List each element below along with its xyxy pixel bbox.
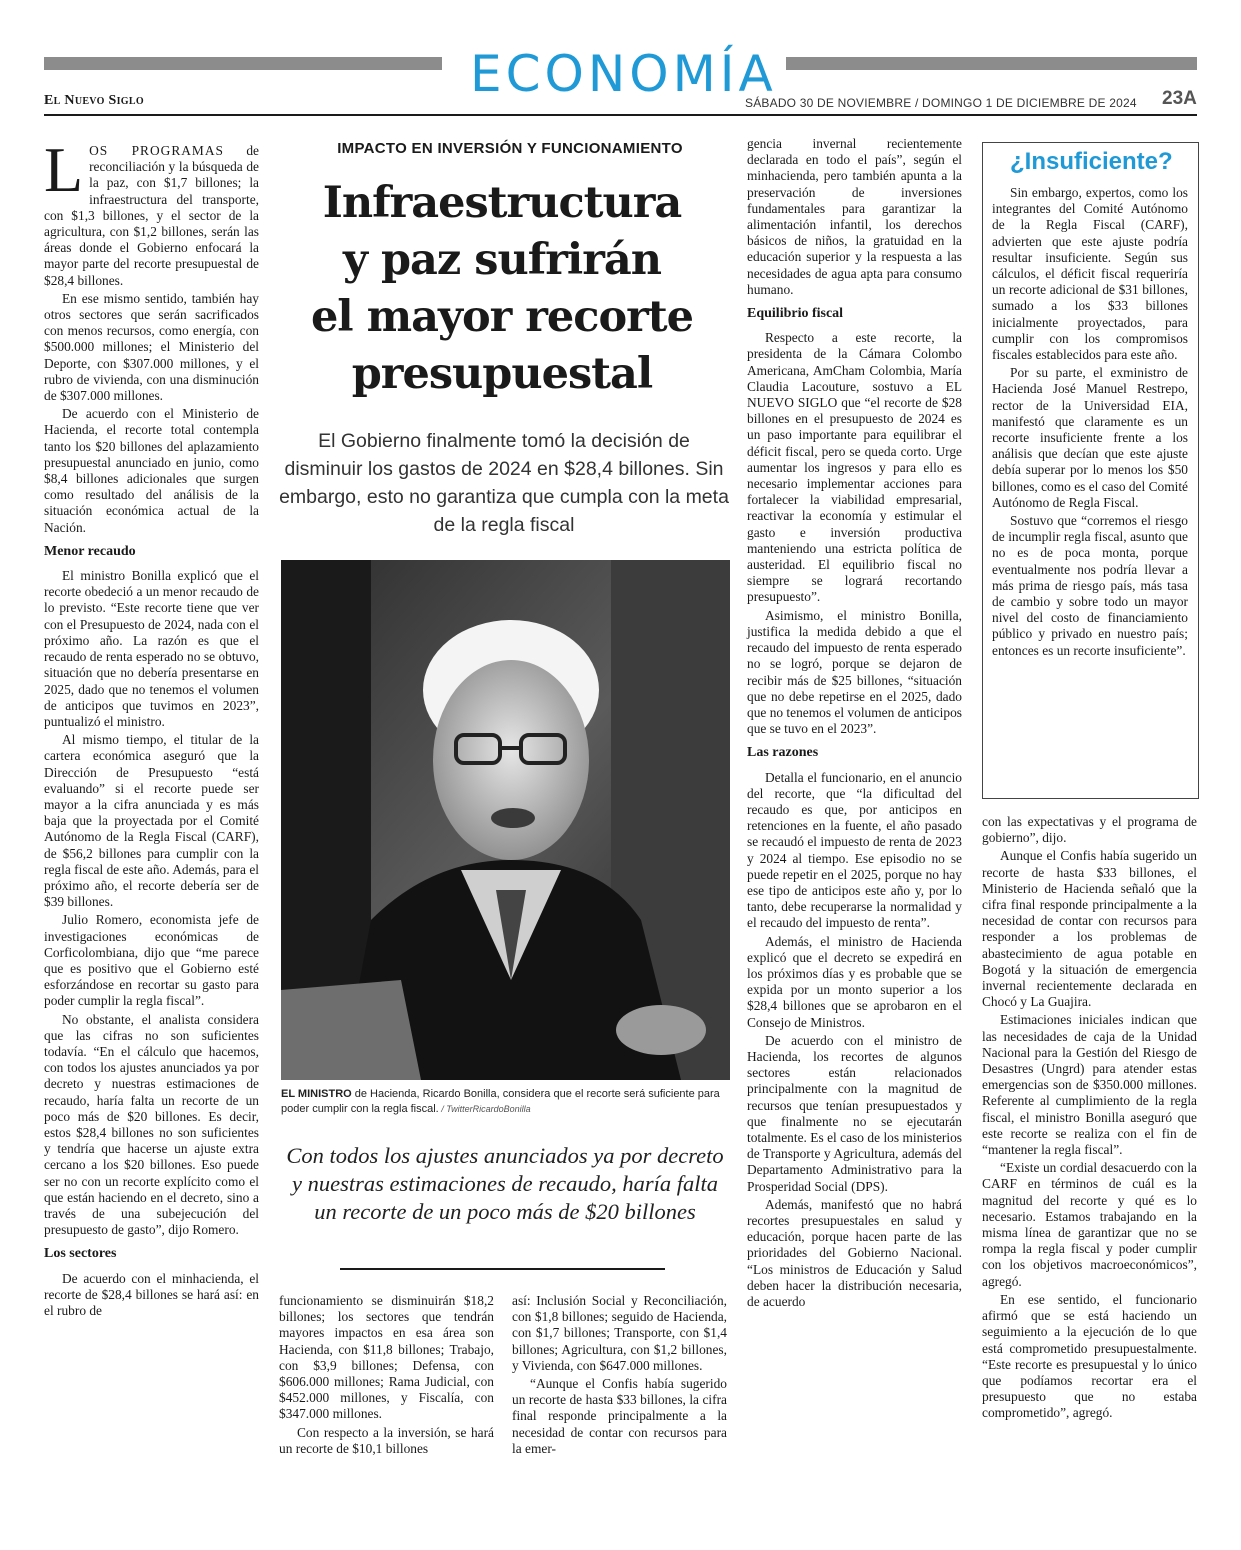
paragraph: Julio Romero, economista jefe de investigaciones económicas de Corficolombiana, dijo que “me parece que es positivo que el Gobierno esté esforzándose en recortar su gasto para poder cumplir la regla fiscal”. [44, 912, 259, 1009]
subheading-menor-recaudo: Menor recaudo [44, 543, 136, 559]
paragraph: No obstante, el analista considera que las cifras no son suficientes todavía. “En el cálculo que hacemos, con todos los ajustes anunciados ya por decreto y nuestras estimaciones de recaudo, haría falta un recorte de un poco más de $20 billones. Es decir, estos $28,4 billones no son suficientes y tendría que hacerse un ajuste extra cercano a los $20 billones. Eso puede ser no con un recorte explícito como el que están haciendo en el decreto, sino a través de una subejecución del presupuesto de gasto”, dijo Romero. [44, 1011, 259, 1238]
column-2-bottom [279, 1293, 494, 1459]
section-title: ECONOMÍA [470, 45, 777, 103]
pull-quote: Con todos los ajustes anunciados ya por decreto y nuestras estimaciones de recaudo, haría falta un recorte de un poco más de $20 billones [286, 1143, 724, 1224]
paragraph: Por su parte, el exministro de Hacienda José Manuel Restrepo, rector de la Universidad EIA, manifestó que claramente es un recorte insuficiente frente a los análisis que decían que este ajuste debía superar por lo menos los $50 billones, como es el caso del Comité Autónomo de Regla Fiscal. [992, 365, 1188, 510]
sidebar-text [992, 185, 1188, 661]
header-bar-right [786, 57, 1197, 70]
column-3-bottom [512, 1293, 727, 1459]
headline-line: presupuestal [351, 349, 653, 399]
photo-illustration [281, 560, 730, 1080]
headline [282, 175, 722, 403]
subheading-las-razones: Las razones [747, 745, 819, 761]
edition-date: SÁBADO 30 DE NOVIEMBRE / DOMINGO 1 DE DICIEMBRE DE 2024 [745, 96, 1137, 110]
paragraph: Estimaciones iniciales indican que las necesidades de caja de la Unidad Nacional para la Gestión del Riesgo de Desastres (Ungrd) para atender estas emergencias son de $350.000 millones. Referente al cumplimiento de la regla fiscal, el ministro Bonilla aseguró que este recorte se realiza con el fin de “mantener la regla fiscal”. [982, 1012, 1197, 1158]
headline-line: y paz sufrirán [342, 235, 661, 285]
column-1 [44, 134, 259, 1321]
paragraph: Además, el ministro de Hacienda explicó que el decreto se expedirá en los próximos días y es probable que se expida por un monto superior a los $28,4 billones que se aprobaron en el Consejo de Ministros. [747, 933, 962, 1030]
lead-paragraph [44, 134, 259, 289]
paragraph: Sostuvo que “corremos el riesgo de incumplir regla fiscal, asunto que no es de poca monta, porque eventualmente nos podría llevar a más prima de riesgo país, más tasa de cambio y sobre todo un mayor nivel del costo de financiamiento público y privado en nuestro país; entonces es un recorte insuficiente”. [992, 513, 1188, 658]
caption-text: de Hacienda, Ricardo Bonilla, considera que el recorte será suficiente para poder cumplir con la regla fiscal. [281, 1088, 720, 1115]
paragraph: gencia invernal recientemente declarada en todo el país”, según el minhacienda, pero también apunta a la preservación de inversiones fundamentales para garantizar la alimentación infantil, los derechos básicos de niños, la gratuidad en la educación superior y la respuesta a las necesidades de agua apta para consumo humano. [747, 136, 962, 297]
paragraph: funcionamiento se disminuirán $18,2 billones; los sectores que tendrán mayores impactos en esa área son Hacienda, con $11,8 billones; Trabajo, con $3,9 billones; Defensa, con $606.000 millones; Rama Judicial, con $452.000 millones, y Fiscalía, con $347.000 millones. [279, 1293, 494, 1422]
paragraph: así: Inclusión Social y Reconciliación, con $1,8 billones; seguido de Hacienda, con $1,7 billones; Transporte, con $1,4 billones; Agricultura, con $1,2 billones, y Vivienda, con $647.000 millones. [512, 1293, 727, 1373]
paragraph: En ese mismo sentido, también hay otros sectores que serán sacrificados con menos recursos, como energía, con $500.000 millones; el Ministerio del Deporte, con $307.000 millones, y el rubro de vivienda, con una disminución de $307.000 millones. [44, 290, 259, 404]
subheading-equilibrio-fiscal: Equilibrio fiscal [747, 306, 844, 322]
paragraph: “Existe un cordial desacuerdo con la CARF en términos de cuál es la magnitud del recorte y qué es lo necesario. Estamos trabajando en la misma línea de garantizar que no se rompa la regla fiscal y poder cumplir con los objetivos macroeconómicos”, agregó. [982, 1160, 1197, 1289]
paragraph: Detalla el funcionario, en el anuncio del recorte, que “la dificultad del recaudo es que, por anticipos en retenciones en la fuente, el año pasado se recaudó el impuesto de renta de 2023 y 2024 al tiempo. Ese episodio no se puede repetir en el 2025, porque no hay ese tipo de anticipos este año y, por lo tanto, debe recuperarse la normalidad y el recaudo del impuesto de renta”. [747, 769, 962, 931]
sidebar-title: ¿Insuficiente? [1010, 148, 1173, 175]
lead-text: de reconciliación y la búsqueda de la paz, con $1,7 billones; la infraestructura del transporte, con $1,3 billones, y el sector de la agricultura, con $1,2 billones, serán las áreas donde el Gobierno enfocará la mayor parte del recorte presupuestal de $28,4 billones. [44, 143, 259, 288]
paragraph: Asimismo, el ministro Bonilla, justifica la medida debido a que el recaudo del impuesto de renta esperado no se logró, porque se dejaron de recibir más de $25 billones, “situación que no debe repetirse en el 2025, dado que no tenemos el volumen de anticipos que se tuvo en el 2023”. [747, 607, 962, 737]
header-bar-left [44, 57, 442, 70]
caption-lead: EL MINISTRO [281, 1088, 352, 1100]
paragraph: Con respecto a la inversión, se hará un recorte de $10,1 billones [279, 1424, 494, 1456]
drop-cap: L [44, 134, 84, 205]
paragraph: De acuerdo con el ministro de Hacienda, los recortes de algunos sectores están relacionados principalmente con la magnitud de recursos que tenían presupuestados y que finalmente no se ejecutarán totalmente. Es el caso de los ministerios de Transporte y Agricultura, además del Departamento Administrativo para la Prosperidad Social (DPS). [747, 1032, 962, 1194]
lead-caps: OS PROGRAMAS [89, 143, 224, 158]
kicker: IMPACTO EN INVERSIÓN Y FUNCIONAMIENTO [337, 140, 683, 157]
paragraph: El ministro Bonilla explicó que el recorte obedeció a un menor recaudo de lo previsto. “Este recorte tiene que ver con el Presupuesto de 2024, nada con el próximo año. La razón es que el recaudo de renta esperado no se obtuvo, situación que no debería presentarse en 2025, dado que no tenemos el volumen de anticipos que tuvimos en 2023”, puntualizó el ministro. [44, 568, 259, 729]
paragraph: Al mismo tiempo, el titular de la cartera económica aseguró que la Dirección de Presupuesto “está evaluando” si el recorte puede ser mayor a la cifra anunciada y es más baja que la proyectada por el Comité Autónomo de la Regla Fiscal (CARF), de $56,2 billones para cumplir con la regla fiscal de este año. Además, para el próximo año, el recorte debería ser de $39 billones. [44, 732, 259, 910]
paragraph: Además, manifestó que no habrá recortes presupuestales en salud y educación, porque hacen parte de las prioridades del Gobierno Nacional. “Los ministros de Educación y Salud deben hacer la distribución necesaria, de acuerdo [747, 1196, 962, 1310]
page-number: 23A [1162, 88, 1197, 109]
header-rule [44, 114, 1197, 116]
paragraph: Respecto a este recorte, la presidenta de la Cámara Colombo Americana, AmCham Colombia, María Claudia Lacouture, sostuvo a EL NUEVO SIGLO que “el recorte de $28 billones en el presupuesto de 2024 es un paso importante para equilibrar el déficit fiscal, pero se queda corto. Urge aumentar los ingresos y para ello es necesario implementar acciones para fortalecer la viabilidad empresarial, reactivar la economía y estimular el gasto e inversión productiva manteniendo una estricta política de austeridad. El equilibrio fiscal no siempre se logrará recortando presupuesto”. [747, 330, 962, 605]
headline-line: el mayor recorte [310, 292, 694, 342]
column-4 [747, 136, 962, 1312]
photo-credit: / TwitterRicardoBonilla [438, 1104, 531, 1114]
newspaper-name: El Nuevo Siglo [44, 93, 144, 108]
paragraph: con las expectativas y el programa de gobierno”, dijo. [982, 814, 1197, 846]
paragraph: Sin embargo, expertos, como los integrantes del Comité Autónomo de la Regla Fiscal (CARF), advierten que este ajuste podría resultar insuficiente. Según sus cálculos, el déficit fiscal requeriría un recorte adicional de $31 billones, sumado a los $33 billones inicialmente proyectados, para cumplir con los compromisos fiscales establecidos para este año. [992, 185, 1188, 363]
column-5 [982, 814, 1197, 1424]
minister-photo [281, 560, 730, 1080]
deck-subtitle: El Gobierno finalmente tomó la decisión de disminuir los gastos de 2024 en $28,4 billones. Sin embargo, esto no garantiza que cumpla con la meta de la regla fiscal [279, 430, 729, 536]
paragraph: En ese sentido, el funcionario afirmó que se está haciendo un seguimiento a la ejecución de lo que está comprometido presupuestalmente. “Este recorte es presupuestal y lo único que podíamos recortar era el presupuesto que no estaba comprometido”, agregó. [982, 1291, 1197, 1421]
photo-caption [281, 1087, 731, 1117]
paragraph: Aunque el Confis había sugerido un recorte de hasta $33 billones, el Ministerio de Hacienda señaló que la cifra final responde principalmente a la necesidad de contar con recursos para responder a los problemas de abastecimiento de agua potable en Bogotá y la situación de emergencia invernal recientemente declarada en Chocó y La Guajira. [982, 848, 1197, 1010]
subheading-los-sectores: Los sectores [44, 1246, 117, 1262]
paragraph: “Aunque el Confis había sugerido un recorte de hasta $33 billones, la cifra final responde principalmente a la necesidad de contar con recursos para la emer- [512, 1376, 727, 1456]
pull-quote-rule [340, 1268, 665, 1270]
paragraph: De acuerdo con el Ministerio de Hacienda, el recorte total contempla tanto los $20 billones del aplazamiento presupuestal anunciado en junio, como $8,4 billones adicionales que surgen como resultado del análisis de la situación económica actual de la Nación. [44, 406, 259, 535]
paragraph: De acuerdo con el minhacienda, el recorte de $28,4 billones se hará así: en el rubro de [44, 1270, 259, 1319]
headline-line: Infraestructura [322, 178, 682, 228]
